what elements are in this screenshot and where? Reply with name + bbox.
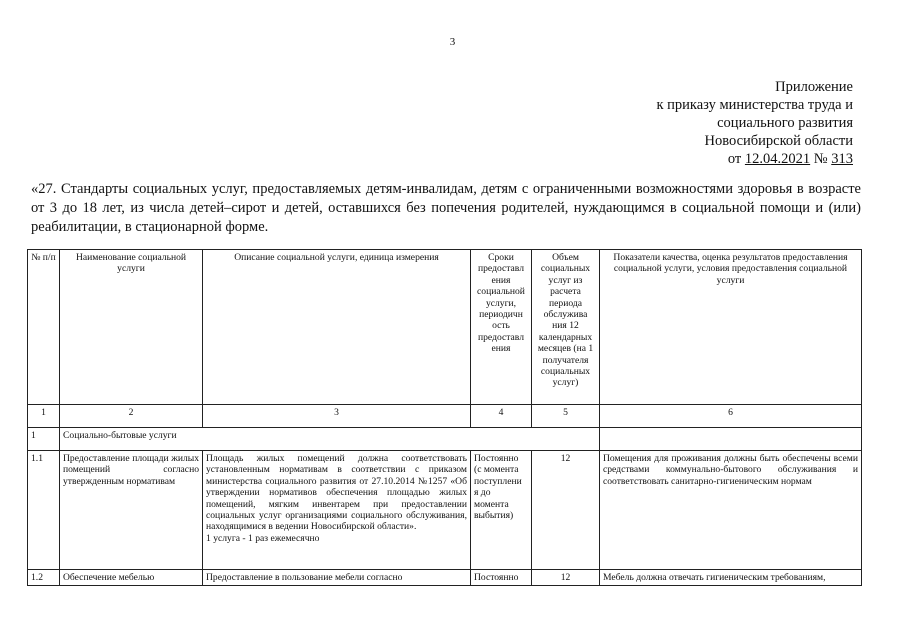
category-row xyxy=(28,428,862,451)
column-number-row xyxy=(28,405,862,428)
row-quality: Мебель должна отвечать гигиеническим требованиям, xyxy=(600,570,862,586)
appendix-line: к приказу министерства труда и xyxy=(656,97,853,113)
header-cell-description: Описание социальной услуги, единица измерения xyxy=(203,250,471,405)
appendix-date-line xyxy=(656,150,853,168)
category-label: Социально-бытовые услуги xyxy=(60,428,600,451)
column-number: 3 xyxy=(203,405,471,428)
row-description: Предоставление в пользование мебели согласно xyxy=(203,570,471,586)
row-description xyxy=(203,451,471,570)
column-number: 5 xyxy=(532,405,600,428)
table-header-row xyxy=(28,250,862,405)
standards-table xyxy=(27,249,862,586)
row-term: Постоянно (с момента поступлени я до момента выбытия) xyxy=(471,451,532,570)
date-prefix: от xyxy=(727,151,745,167)
header-cell-volume: Объем социальных услуг из расчета периода обслужива ния 12 календарных месяцев (на 1 получателя социальных услуг) xyxy=(532,250,600,405)
intro-paragraph: «27. Стандарты социальных услуг, предоставляемых детям-инвалидам, детям с ограниченными возможностями здоровья в возрасте от 3 до 18 лет, из числа детей–сирот и детей, оставшихся без попечения родителей, нуждающимся в социальной помощи и (или) реабилитации, в стационарной форме. xyxy=(31,181,861,235)
column-number: 6 xyxy=(600,405,862,428)
row-unit: 1 услуга - 1 раз ежемесячно xyxy=(206,532,320,544)
order-date: 12.04.2021 xyxy=(744,151,811,167)
category-empty xyxy=(600,428,862,451)
row-num: 1.2 xyxy=(28,570,60,586)
row-volume: 12 xyxy=(532,570,600,586)
appendix-line: социального развития xyxy=(717,115,853,131)
page-number: 3 xyxy=(449,36,456,48)
table-row xyxy=(28,570,862,586)
appendix-line: Новосибирской области xyxy=(704,133,853,149)
header-cell-quality: Показатели качества, оценка результатов предоставления социальной услуги, условия предоставления социальной услуги xyxy=(600,250,862,405)
row-term: Постоянно xyxy=(471,570,532,586)
row-service-name: Обеспечение мебелью xyxy=(60,570,203,586)
table-row xyxy=(28,451,862,570)
column-number: 2 xyxy=(60,405,203,428)
header-cell-num: № п/п xyxy=(28,250,60,405)
column-number: 4 xyxy=(471,405,532,428)
column-number: 1 xyxy=(28,405,60,428)
row-service-name: Предоставление площади жилых помещений согласно утвержденным нормативам xyxy=(60,451,203,570)
header-cell-term: Сроки предоставл ения социальной услуги, периодичн ость предоставл ения xyxy=(471,250,532,405)
appendix-block xyxy=(656,78,853,168)
row-volume: 12 xyxy=(532,451,600,570)
header-cell-name: Наименование социальной услуги xyxy=(60,250,203,405)
row-description-text: Площадь жилых помещений должна соответствовать установленным нормативам в соответствии с приказом министерства социального развития от 27.10.2014 №1257 «Об утверждении нормативов обеспечения площадью жилых помещений, мягким инвентарем при предоставлении социальных услуг организациями социального обслуживания, находящимися в ведении Новосибирской области». xyxy=(206,453,467,533)
appendix-line: Приложение xyxy=(775,79,853,95)
order-number: 313 xyxy=(831,151,853,167)
row-quality: Помещения для проживания должны быть обеспечены всеми средствами коммунально-бытового обслуживания и соответствовать санитарно-гигиеническим нормам xyxy=(600,451,862,570)
category-num: 1 xyxy=(28,428,60,451)
row-num: 1.1 xyxy=(28,451,60,570)
number-prefix: № xyxy=(810,151,832,167)
